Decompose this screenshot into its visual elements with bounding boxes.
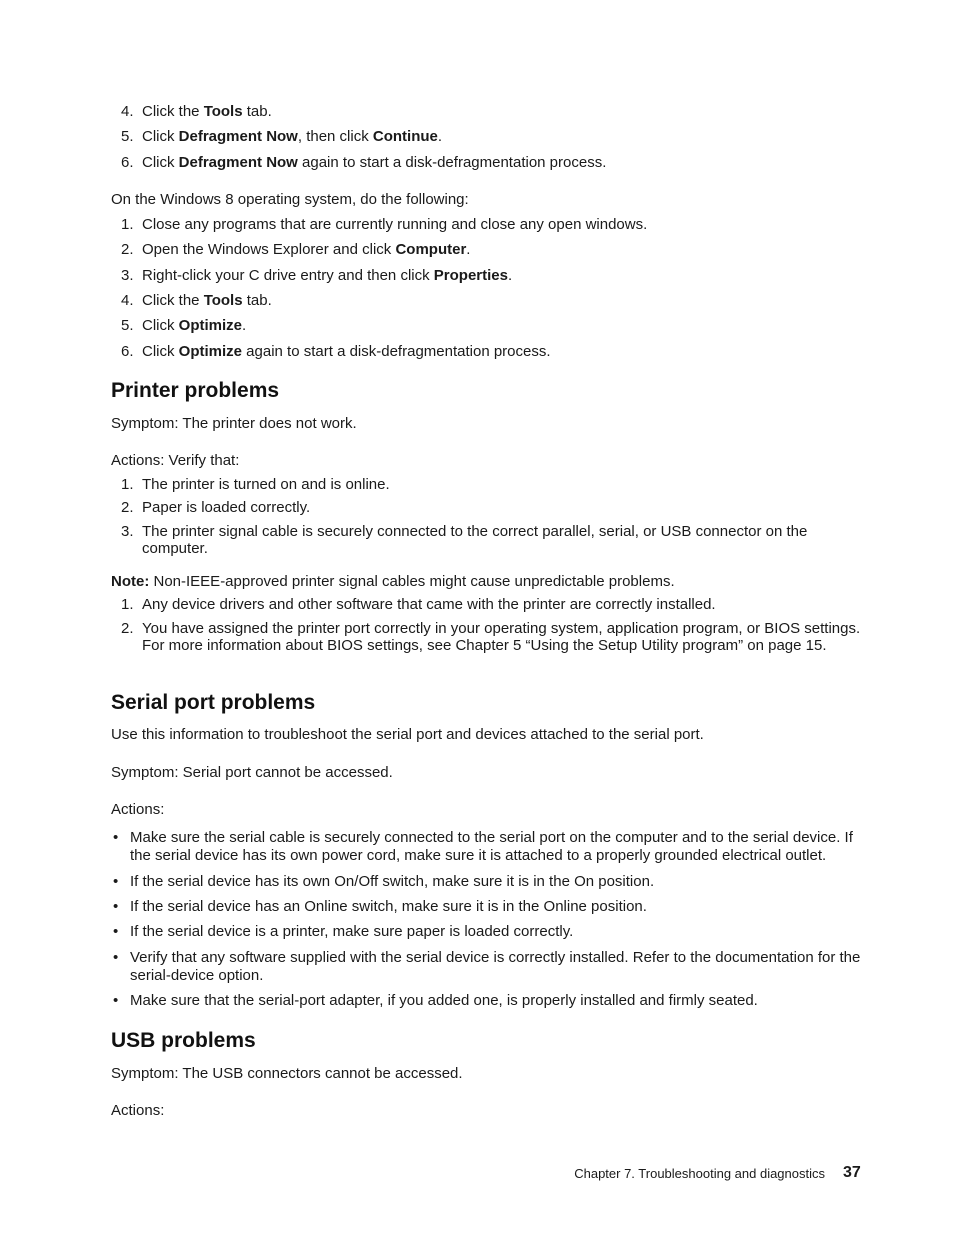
bullet-text: If the serial device has its own On/Off switch, make sure it is in the On position. [130, 873, 655, 890]
bullet-icon: • [113, 923, 119, 940]
intro-text: Use this information to troubleshoot the serial port and devices attached to the serial port. [111, 726, 704, 743]
list-text: Click Optimize. [142, 317, 247, 334]
bullet-text: If the serial device is a printer, make sure paper is loaded correctly. [130, 923, 574, 940]
list-text: Click the Tools tab. [142, 103, 272, 120]
list-number: 1. [121, 476, 134, 493]
bullet-icon: • [113, 898, 119, 915]
bullet-icon: • [113, 873, 119, 890]
list-number: 4. [121, 292, 134, 309]
list-text: Click Defragment Now, then click Continue. [142, 128, 443, 145]
list-text: The printer signal cable is securely connected to the correct parallel, serial, or USB connector on the computer. [142, 523, 808, 557]
list-text: Any device drivers and other software that came with the printer are correctly installed. [142, 596, 716, 613]
list-number: 5. [121, 128, 134, 145]
section-heading-usb: USB problems [111, 1029, 256, 1052]
list-number: 5. [121, 317, 134, 334]
list-number: 2. [121, 241, 134, 258]
actions-text: Actions: [111, 1102, 165, 1119]
page-number: 37 [843, 1164, 861, 1181]
list-text: Click Optimize again to start a disk-defragmentation process. [142, 343, 551, 360]
bullet-icon: • [113, 949, 119, 966]
list-number: 4. [121, 103, 134, 120]
list-number: 1. [121, 596, 134, 613]
list-text: Open the Windows Explorer and click Computer. [142, 241, 471, 258]
list-number: 3. [121, 267, 134, 284]
list-number: 6. [121, 154, 134, 171]
list-text: Close any programs that are currently running and close any open windows. [142, 216, 648, 233]
list-text: Right-click your C drive entry and then click Properties. [142, 267, 513, 284]
bullet-icon: • [113, 992, 119, 1009]
note-text: Non-IEEE-approved printer signal cables might cause unpredictable problems. [149, 573, 675, 590]
bullet-text: Verify that any software supplied with the serial device is correctly installed. Refer to the documentation for the serial-device option. [130, 949, 861, 984]
symptom-text: Symptom: The printer does not work. [111, 415, 357, 432]
note [111, 573, 871, 590]
list-number: 2. [121, 620, 134, 637]
bullet-text: Make sure that the serial-port adapter, if you added one, is properly installed and firmly seated. [130, 992, 758, 1009]
bullet-text: If the serial device has an Online switch, make sure it is in the Online position. [130, 898, 647, 915]
note-label: Note: [111, 573, 150, 590]
list-number: 3. [121, 523, 134, 540]
section-heading-serial: Serial port problems [111, 691, 316, 714]
list-number: 1. [121, 216, 134, 233]
list-text: The printer is turned on and is online. [142, 476, 390, 493]
list-text: You have assigned the printer port correctly in your operating system, application program, or BIOS settings. For more information about BIOS settings, see Chapter 5 “Using the Setup Utility program” on page 15. [142, 620, 861, 654]
actions-text: Actions: [111, 801, 165, 818]
footer-chapter: Chapter 7. Troubleshooting and diagnostics [574, 1166, 825, 1181]
list-number: 2. [121, 499, 134, 516]
symptom-text: Symptom: The USB connectors cannot be accessed. [111, 1065, 463, 1082]
section-heading-printer: Printer problems [111, 379, 280, 402]
symptom-text: Symptom: Serial port cannot be accessed. [111, 764, 393, 781]
bullet-icon: • [113, 829, 119, 846]
list-number: 6. [121, 343, 134, 360]
actions-text: Actions: Verify that: [111, 452, 240, 469]
bullet-text: Make sure the serial cable is securely connected to the serial port on the computer and to the serial device. If the serial device has its own power cord, make sure it is attached to a properly grounded electrical outlet. [130, 829, 853, 864]
list-text: Click the Tools tab. [142, 292, 272, 309]
list-text: Paper is loaded correctly. [142, 499, 311, 516]
paragraph: On the Windows 8 operating system, do the following: [111, 191, 469, 208]
list-text: Click Defragment Now again to start a disk-defragmentation process. [142, 154, 607, 171]
